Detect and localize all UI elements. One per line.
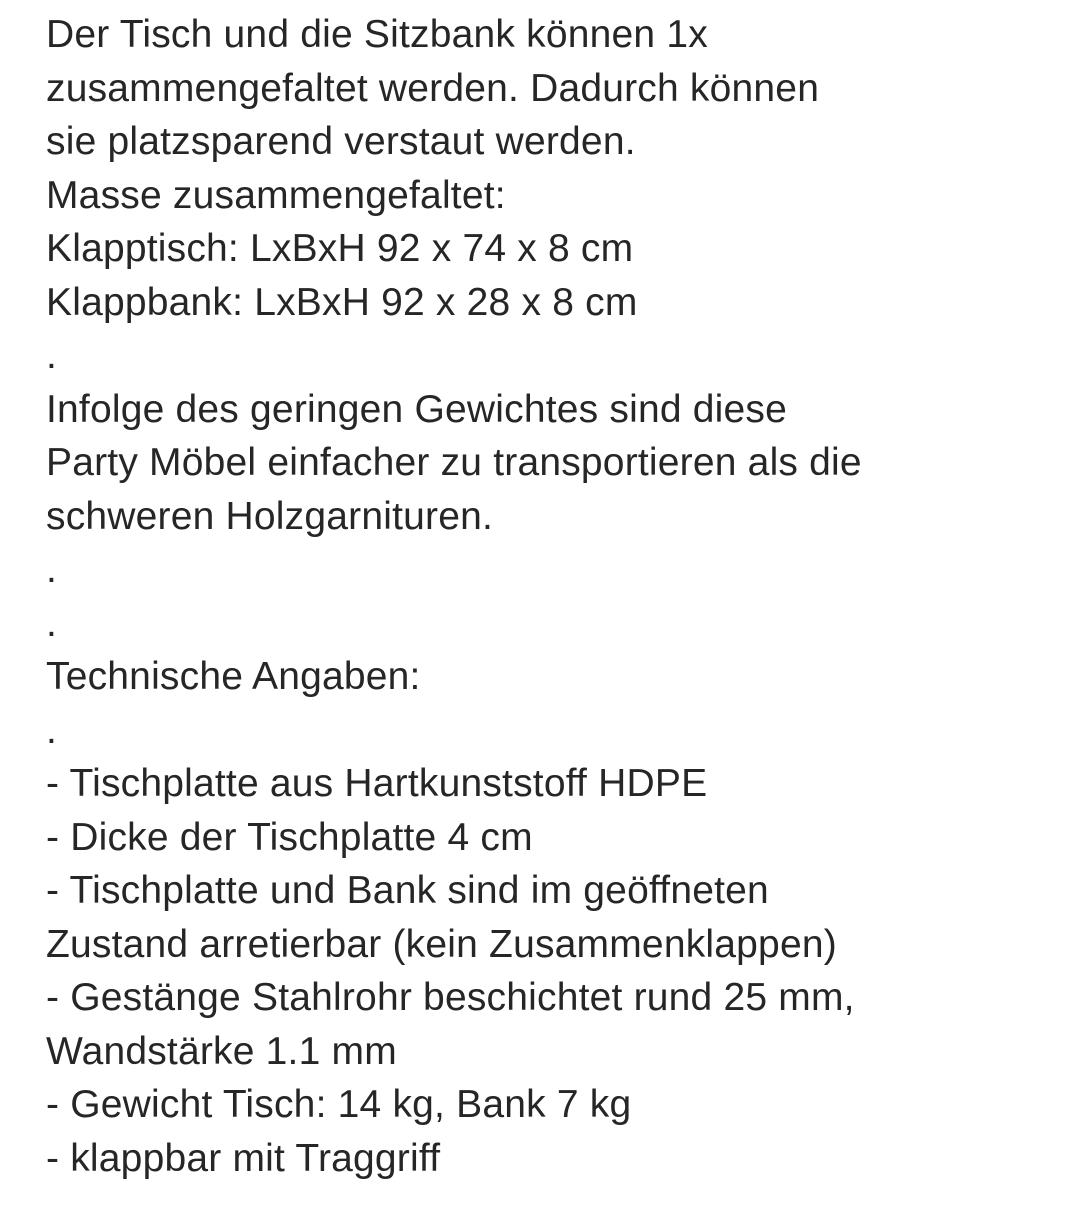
spec-item: - Gestänge Stahlrohr beschichtet rund 25 mm, [46, 976, 855, 1019]
spec-item: - Tischplatte aus Hartkunststoff HDPE [46, 762, 708, 805]
description-line: Der Tisch und die Sitzbank können 1x [46, 13, 708, 56]
description-heading: Technische Angaben: [46, 655, 421, 698]
description-line: Infolge des geringen Gewichtes sind diese [46, 387, 787, 431]
description-line: schweren Holzgarnituren. [46, 494, 494, 538]
spec-item: - klappbar mit Traggriff [46, 1136, 441, 1180]
spec-item-continuation: Wandstärke 1.1 mm [46, 1029, 397, 1073]
description-line: Klapptisch: LxBxH 92 x 74 x 8 cm [46, 227, 634, 270]
description-line: zusammengefaltet werden. Dadurch können [46, 66, 820, 110]
description-line: . [46, 548, 58, 591]
description-line: Masse zusammengefaltet: [46, 173, 506, 217]
description-line: Party Möbel einfacher zu transportieren als die [46, 441, 862, 484]
description-line: . [46, 601, 58, 645]
description-line: sie platzsparend verstaut werden. [46, 120, 636, 163]
description-line: . [46, 334, 58, 377]
spec-item: - Gewicht Tisch: 14 kg, Bank 7 kg [46, 1083, 632, 1126]
spec-item-continuation: Zustand arretierbar (kein Zusammenklappen) [46, 922, 837, 966]
description-line: . [46, 708, 58, 752]
spec-item: - Tischplatte und Bank sind im geöffneten [46, 869, 769, 912]
description-line: Klappbank: LxBxH 92 x 28 x 8 cm [46, 280, 638, 324]
product-description [46, 8, 1066, 1185]
spec-item: - Dicke der Tischplatte 4 cm [46, 815, 533, 859]
